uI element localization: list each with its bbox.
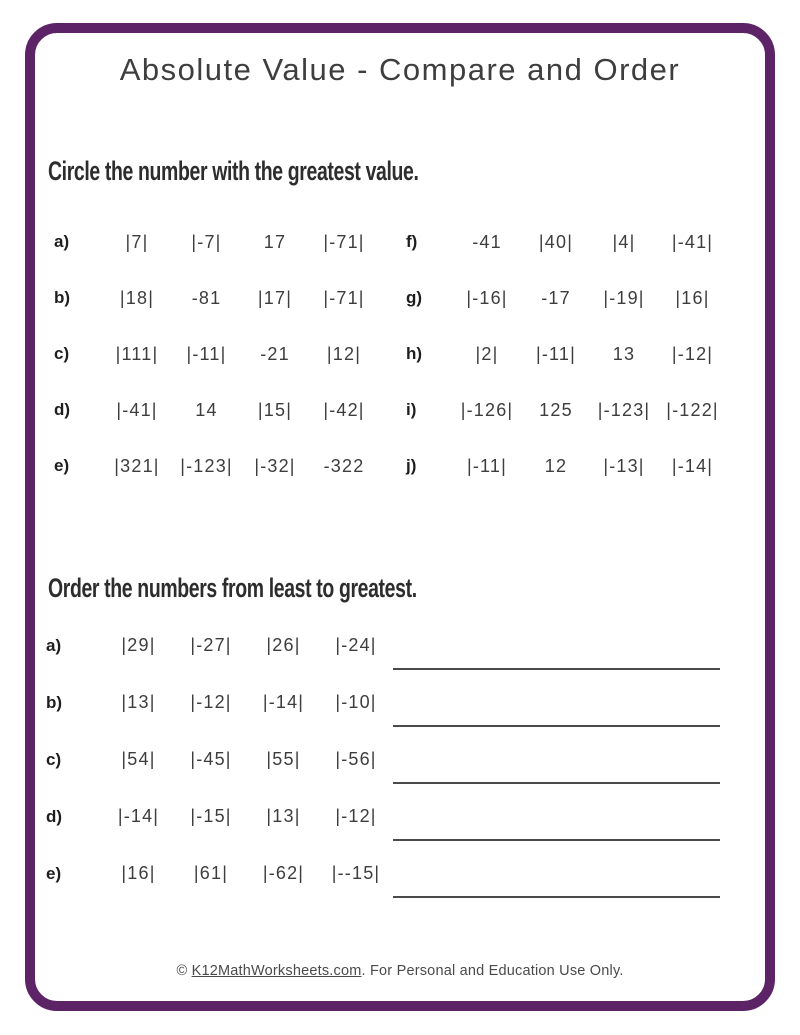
answer-line — [393, 725, 720, 727]
problem-value: |-27| — [190, 635, 232, 655]
problem-value: |-126| — [460, 399, 514, 420]
problem-value: |-11| — [186, 343, 227, 364]
problem-value: |-10| — [335, 692, 377, 712]
page-title: Absolute Value - Compare and Order — [119, 52, 681, 87]
problem-label: d) — [54, 400, 71, 419]
problem-value: |15| — [257, 399, 293, 420]
problem-value: |4| — [612, 231, 636, 252]
problem-value: |-14| — [671, 455, 714, 476]
problem-value: |-71| — [323, 287, 365, 308]
section1-right-column — [400, 214, 727, 494]
problem-value: |-41| — [116, 399, 158, 420]
problem-value: |-16| — [466, 287, 508, 308]
problem-label: a) — [54, 232, 70, 251]
problem-label: c) — [46, 749, 62, 769]
problem-value: |-71| — [323, 231, 365, 252]
problem-value: |-12| — [335, 806, 377, 826]
problem-label: a) — [46, 635, 62, 655]
order-row — [42, 617, 720, 674]
problem-label: c) — [54, 344, 70, 363]
problem-label: b) — [54, 288, 71, 307]
problem-value: |55| — [266, 749, 301, 769]
problem-value: |111| — [115, 343, 159, 364]
problem-value: |13| — [266, 806, 301, 826]
problem-value: |-122| — [666, 399, 719, 420]
problem-value: |16| — [121, 863, 156, 883]
problem-value: |-123| — [597, 399, 651, 420]
problem-value: |-41| — [671, 231, 714, 252]
problem-value: |--15| — [331, 863, 381, 883]
problem-value: 17 — [263, 231, 287, 252]
problem-value: |-56| — [335, 749, 377, 769]
problem-value: -81 — [191, 287, 222, 308]
order-row — [42, 788, 720, 845]
problem-label: j) — [406, 456, 417, 475]
problem-label: h) — [406, 344, 423, 363]
problem-value: |18| — [119, 287, 155, 308]
problem-value: |-12| — [190, 692, 232, 712]
problem-label: e) — [54, 456, 70, 475]
problem-label: e) — [46, 863, 62, 883]
order-row — [42, 731, 720, 788]
problem-value: |54| — [121, 749, 156, 769]
problem-value: |29| — [121, 635, 156, 655]
problem-value: |7| — [125, 231, 149, 252]
footer-usage-text: . For Personal and Education Use Only. — [361, 963, 624, 979]
problem-value: 14 — [195, 399, 218, 420]
problem-label: g) — [406, 288, 423, 307]
section2-instruction: Order the numbers from least to greatest. — [48, 573, 417, 603]
answer-line — [393, 668, 720, 670]
problem-value: |-13| — [603, 455, 645, 476]
problem-value: -41 — [472, 231, 502, 252]
problem-value: |-15| — [190, 806, 232, 826]
problem-value: |-14| — [262, 692, 305, 712]
problem-value: 12 — [544, 455, 568, 476]
copyright-symbol: © — [176, 963, 188, 979]
problem-value: |321| — [114, 455, 160, 476]
footer-link[interactable]: K12MathWorksheets.com — [191, 963, 362, 979]
problem-value: |-42| — [323, 399, 365, 420]
problem-value: 125 — [539, 399, 573, 420]
problem-value: |-7| — [191, 231, 222, 252]
problem-value: |-123| — [180, 455, 233, 476]
section2-rows — [42, 617, 720, 902]
problem-value: |-12| — [671, 343, 714, 364]
problem-value: |2| — [475, 343, 499, 364]
problem-value: |-19| — [603, 287, 645, 308]
problem-value: -17 — [541, 287, 571, 308]
problem-value: |-32| — [254, 455, 296, 476]
problem-value: |-62| — [262, 863, 305, 883]
problem-value: |16| — [675, 287, 710, 308]
problem-value: -322 — [323, 455, 365, 476]
problem-value: |-14| — [117, 806, 160, 826]
problem-value: |17| — [257, 287, 293, 308]
problem-value: |40| — [538, 231, 574, 252]
answer-line — [393, 896, 720, 898]
problem-value: |-11| — [535, 343, 577, 364]
section1-left-column — [48, 214, 379, 494]
problem-value: -21 — [260, 343, 290, 364]
problem-value: |-11| — [466, 455, 508, 476]
problem-label: d) — [46, 806, 63, 826]
section1-instruction: Circle the number with the greatest value. — [48, 156, 419, 186]
problem-value: |-45| — [190, 749, 232, 769]
footer — [0, 963, 800, 979]
problem-value: |61| — [193, 863, 229, 883]
problem-value: |13| — [121, 692, 156, 712]
problem-label: b) — [46, 692, 63, 712]
order-row — [42, 674, 720, 731]
order-row — [42, 845, 720, 902]
problem-value: |26| — [266, 635, 301, 655]
problem-value: |12| — [326, 343, 362, 364]
answer-line — [393, 782, 720, 784]
answer-line — [393, 839, 720, 841]
problem-value: 13 — [612, 343, 636, 364]
problem-value: |-24| — [335, 635, 377, 655]
problem-label: i) — [406, 400, 417, 419]
problem-label: f) — [406, 232, 418, 251]
